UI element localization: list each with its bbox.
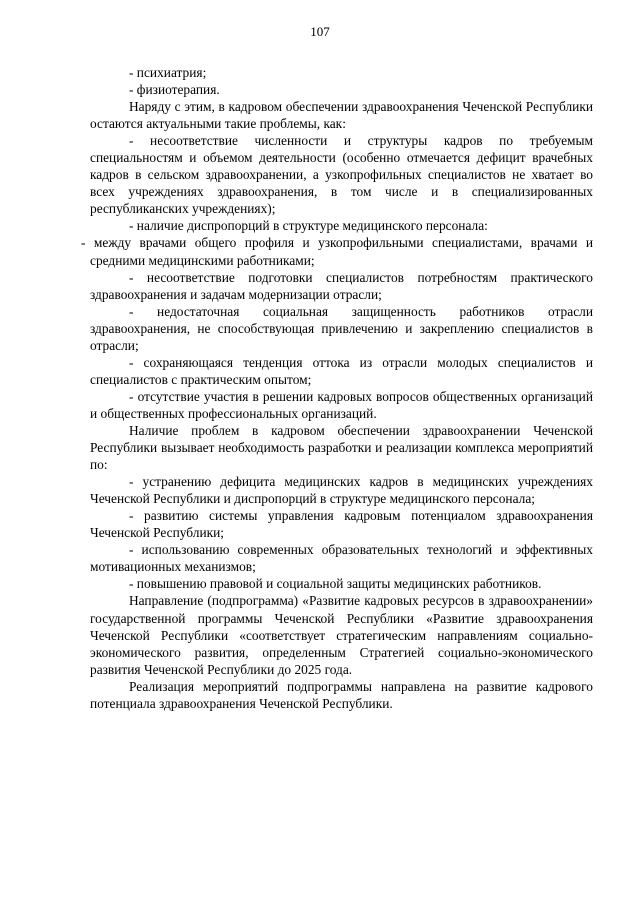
paragraph: - несоответствие численности и структуры кадров по требуемым специальностям и объемом деятельности (особенно отмечается дефицит врачебных кадров в сельском здравоохранении, а узкопрофильных специалистов не хватает во всех учреждениях здравоохранения, в том числе и в специализированных республиканских учреждениях);	[90, 133, 593, 217]
paragraph: - психиатрия;	[129, 65, 207, 80]
document-body	[81, 64, 593, 712]
paragraph: - устранению дефицита медицинских кадров в медицинских учреждениях Чеченской Республики и диспропорций в структуре медицинского персонала;	[90, 474, 593, 507]
paragraph: Реализация мероприятий подпрограммы направлена на развитие кадрового потенциала здравоохранения Чеченской Республики.	[90, 678, 593, 711]
paragraph: - недостаточная социальная защищенность работников отрасли здравоохранения, не способствующая привлечению и закреплению специалистов в отрасли;	[90, 303, 593, 353]
paragraph: - использованию современных образовательных технологий и эффективных мотивационных механизмов;	[90, 542, 593, 575]
page-number: 107	[310, 24, 330, 39]
paragraph: - сохраняющаяся тенденция оттока из отрасли молодых специалистов и специалистов с практическим опытом;	[90, 354, 593, 387]
paragraph: - наличие диспропорций в структуре медицинского персонала:	[129, 218, 488, 234]
paragraph: - несоответствие подготовки специалистов потребностям практического здравоохранения и задачам модернизации отрасли;	[90, 269, 593, 302]
paragraph: - между врачами общего профиля и узкопрофильными специалистами, врачами и средними медицинскими работниками;	[81, 235, 593, 268]
paragraph: Наряду с этим, в кадровом обеспечении здравоохранения Чеченской Республики остаются актуальными такие проблемы, как:	[90, 99, 593, 132]
paragraph: - физиотерапия.	[129, 82, 220, 98]
paragraph: - повышению правовой и социальной защиты медицинских работников.	[129, 576, 542, 592]
paragraph: - отсутствие участия в решении кадровых вопросов общественных организаций и общественных профессиональных организаций.	[90, 388, 593, 421]
paragraph: Наличие проблем в кадровом обеспечении здравоохранении Чеченской Республики вызывает необходимость разработки и реализации комплекса мероприятий по:	[90, 422, 593, 473]
paragraph: Направление (подпрограмма) «Развитие кадровых ресурсов в здравоохранении» государственной программы Чеченской Республики «Развитие здравоохранения Чеченской Республики «соответствует стратегическим направлениям социально-экономического развития, определенным Стратегией социально-экономического развития Чеченской Республики до 2025 года.	[90, 593, 593, 677]
paragraph: - развитию системы управления кадровым потенциалом здравоохранения Чеченской Республики;	[90, 508, 593, 541]
